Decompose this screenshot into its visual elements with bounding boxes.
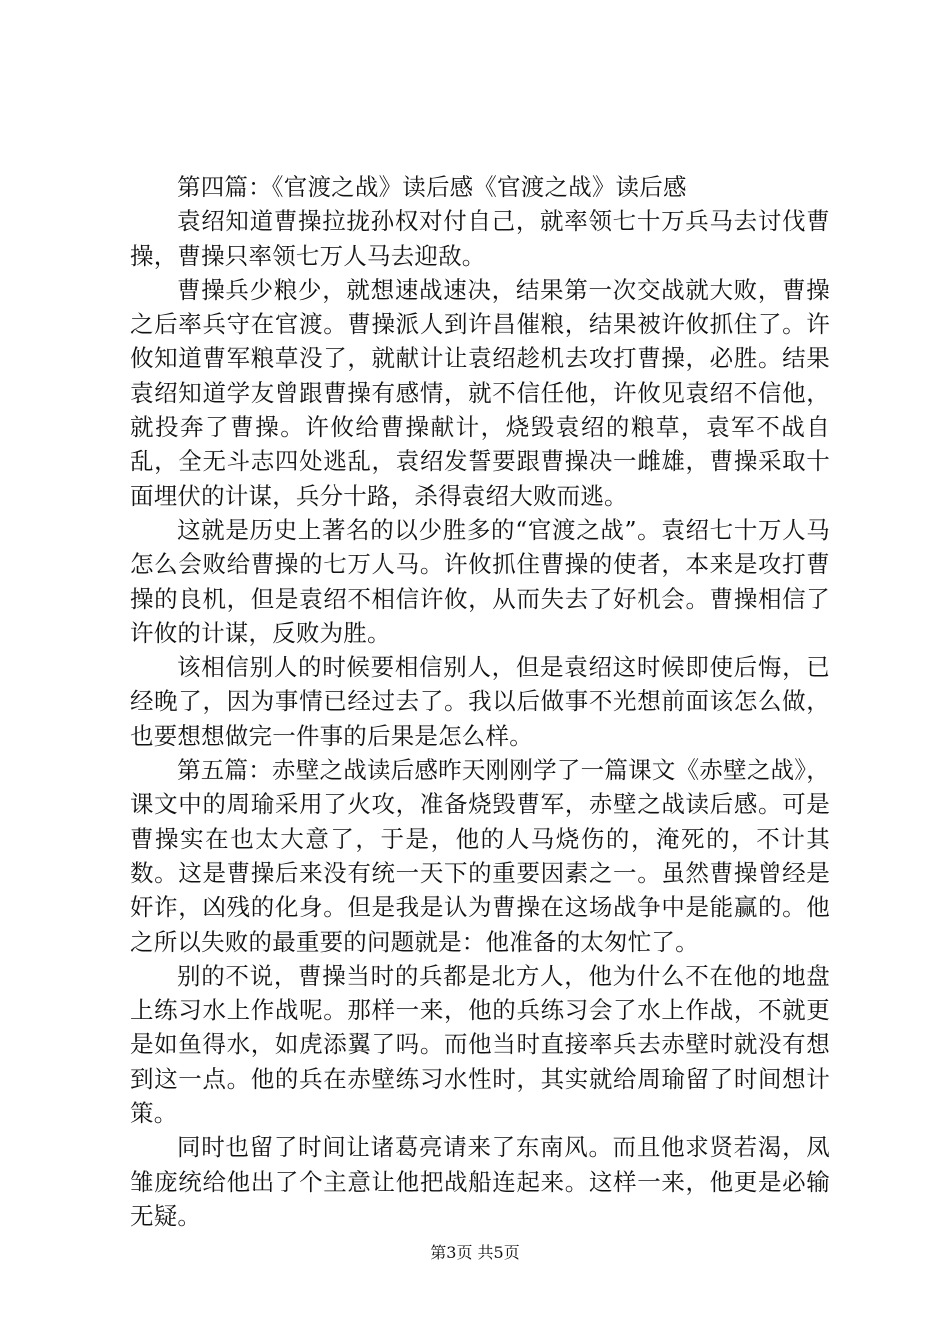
- body-paragraph: 这就是历史上著名的以少胜多的“官渡之战”。袁绍七十万人马怎么会败给曹操的七万人马。许攸抓住曹操的使者，本来是攻打曹操的良机，但是袁绍不相信许攸，从而失去了好机会。曹操相信了许攸的计谋，反败为胜。: [130, 515, 830, 647]
- body-paragraph: 同时也留了时间让诸葛亮请来了东南风。而且他求贤若渴，凤雏庞统给他出了个主意让他把战船连起来。这样一来，他更是必输无疑。: [130, 1133, 830, 1230]
- body-paragraph: 该相信别人的时候要相信别人，但是袁绍这时候即使后悔，已经晚了，因为事情已经过去了。我以后做事不光想前面该怎么做，也要想想做完一件事的后果是怎么样。: [130, 653, 830, 750]
- body-paragraph: 曹操兵少粮少，就想速战速决，结果第一次交战就大败，曹操之后率兵守在官渡。曹操派人到许昌催粮，结果被许攸抓住了。许攸知道曹军粮草没了，就献计让袁绍趁机去攻打曹操，必胜。结果袁绍知道学友曾跟曹操有感情，就不信任他，许攸见袁绍不信他，就投奔了曹操。许攸给曹操献计，烧毁袁绍的粮草，袁军不战自乱，全无斗志四处逃乱，袁绍发誓要跟曹操决一雌雄，曹操采取十面埋伏的计谋，兵分十路，杀得袁绍大败而逃。: [130, 275, 830, 510]
- document-body: [130, 170, 830, 1233]
- page-number-footer: 第3页 共5页: [430, 1243, 520, 1262]
- body-paragraph: 袁绍知道曹操拉拢孙权对付自己，就率领七十万兵马去讨伐曹操，曹操只率领七万人马去迎敌。: [130, 207, 830, 270]
- heading-paragraph-part-four: 第四篇：《官渡之战》读后感《官渡之战》读后感: [177, 173, 687, 201]
- body-paragraph: 别的不说，曹操当时的兵都是北方人，他为什么不在他的地盘上练习水上作战呢。那样一来，他的兵练习会了水上作战，不就更是如鱼得水，如虎添翼了吗。而他当时直接率兵去赤壁时就没有想到这一点。他的兵在赤壁练习水性时，其实就给周瑜留了时间想计策。: [130, 961, 830, 1128]
- heading-paragraph-part-five: 第五篇：赤壁之战读后感昨天刚刚学了一篇课文《赤壁之战》，课文中的周瑜采用了火攻，准备烧毁曹军，赤壁之战读后感。可是曹操实在也太大意了，于是，他的人马烧伤的，淹死的，不计其数。这是曹操后来没有统一天下的重要因素之一。虽然曹操曾经是奸诈，凶残的化身。但是我是认为曹操在这场战争中是能赢的。他之所以失败的最重要的问题就是：他准备的太匆忙了。: [130, 756, 830, 956]
